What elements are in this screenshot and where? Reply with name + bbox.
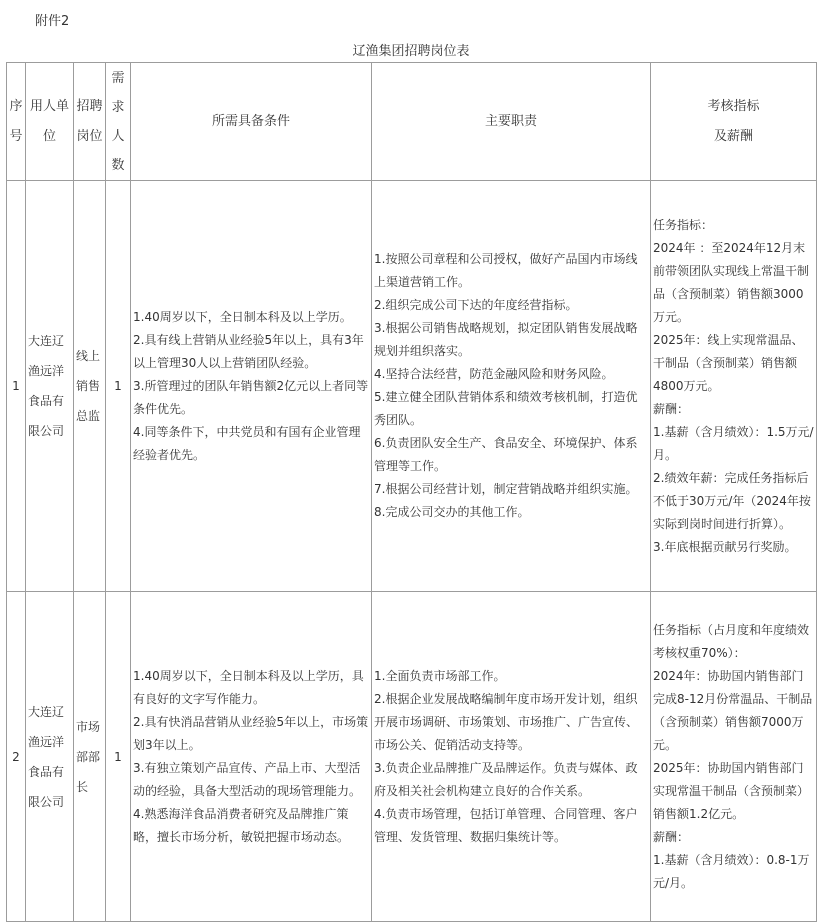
header-requirements: 所需具备条件	[131, 63, 372, 181]
header-kpi	[651, 63, 817, 181]
row-requirements	[131, 181, 372, 592]
header-unit: 用人单位	[26, 63, 74, 181]
header-position: 招聘岗位	[74, 63, 106, 181]
row-position: 线上销售总监	[74, 181, 106, 592]
attachment-label: 附件2	[35, 14, 70, 29]
kpi-item: 2.绩效年薪：完成任务指标后不低于30万元/年（2024年按实际到岗时间进行折算）。	[653, 470, 811, 531]
row-seq: 2	[7, 592, 26, 922]
table-row	[7, 592, 817, 922]
duty-item: 8.完成公司交办的其他工作。	[374, 505, 530, 519]
row-requirements	[131, 592, 372, 922]
row-unit: 大连辽渔远洋食品有限公司	[26, 592, 74, 922]
requirement-item: 3.有独立策划产品宣传、产品上市、大型活动的经验，具备大型活动的现场管理能力。	[133, 760, 362, 798]
requirement-item: 1.40周岁以下，全日制本科及以上学历，具有良好的文字写作能力。	[133, 668, 364, 706]
duty-item: 2.根据企业发展战略编制年度市场开发计划，组织开展市场调研、市场策划、市场推广、广告宣传、市场公关、促销活动支持等。	[374, 691, 639, 752]
row-duties	[372, 592, 651, 922]
kpi-item: 3.年底根据贡献另行奖励。	[653, 539, 797, 554]
duty-item: 2.组织完成公司下达的年度经营指标。	[374, 298, 578, 312]
kpi-item: 1.基薪（含月绩效）：1.5万元/月。	[653, 424, 814, 462]
table-row	[7, 181, 817, 592]
table-header-row	[7, 63, 817, 181]
kpi-item: 任务指标：	[653, 217, 714, 232]
header-duties: 主要职责	[372, 63, 651, 181]
row-unit: 大连辽渔远洋食品有限公司	[26, 181, 74, 592]
duty-item: 3.负责企业品牌推广及品牌运作。负责与媒体、政府及相关社会机构建立良好的合作关系。	[374, 760, 638, 798]
duty-item: 1.按照公司章程和公司授权，做好产品国内市场线上渠道营销工作。	[374, 252, 638, 289]
row-count: 1	[106, 181, 131, 592]
duty-item: 1.全面负责市场部工作。	[374, 668, 506, 683]
kpi-item: 2025年：线上实现常温品、干制品（含预制菜）销售额4800万元。	[653, 332, 804, 393]
recruitment-table	[6, 62, 817, 922]
requirement-item: 3.所管理过的团队年销售额2亿元以上者同等条件优先。	[133, 378, 369, 416]
header-kpi-line1: 考核指标	[707, 98, 760, 114]
duty-item: 4.负责市场管理，包括订单管理、合同管理、客户管理、发货管理、数据归集统计等。	[374, 806, 638, 844]
header-kpi-line2: 及薪酬	[713, 128, 753, 144]
table-title: 辽渔集团招聘岗位表	[352, 44, 470, 59]
row-position: 市场部部长	[74, 592, 106, 922]
requirement-item: 4.熟悉海洋食品消费者研究及品牌推广策略，擅长市场分析，敏锐把握市场动态。	[133, 806, 350, 844]
header-count: 需求人数	[106, 63, 131, 181]
kpi-item: 2024年：协助国内销售部门完成8-12月份常温品、干制品（含预制菜）销售额7000万元。	[653, 668, 813, 752]
duty-item: 7.根据公司经营计划，制定营销战略并组织实施。	[374, 482, 638, 496]
kpi-item: 任务指标（占月度和年度绩效考核权重70%）：	[653, 622, 810, 660]
duty-item: 6.负责团队安全生产、食品安全、环境保护、体系管理等工作。	[374, 436, 638, 473]
requirement-item: 2.具有快消品营销从业经验5年以上，市场策划3年以上。	[133, 714, 369, 752]
header-seq: 序号	[7, 63, 26, 181]
duty-item: 5.建立健全团队营销体系和绩效考核机制，打造优秀团队。	[374, 390, 638, 427]
row-seq: 1	[7, 181, 26, 592]
duty-item: 4.坚持合法经营，防范金融风险和财务风险。	[374, 367, 614, 381]
kpi-item: 薪酬：	[653, 401, 690, 416]
kpi-item: 薪酬：	[653, 829, 690, 844]
requirement-item: 1.40周岁以下，全日制本科及以上学历。	[133, 309, 352, 324]
row-kpi	[651, 181, 817, 592]
row-kpi	[651, 592, 817, 922]
duty-item: 3.根据公司销售战略规划，拟定团队销售发展战略规划并组织落实。	[374, 321, 638, 358]
kpi-item: 2025年：协助国内销售部门实现常温干制品（含预制菜）销售额1.2亿元。	[653, 760, 810, 821]
row-count: 1	[106, 592, 131, 922]
kpi-item: 2024年 ：至2024年12月末前带领团队实现线上常温干制品（含预制菜）销售额3000万元。	[653, 240, 810, 324]
row-duties	[372, 181, 651, 592]
requirement-item: 4.同等条件下，中共党员和有国有企业管理经验者优先。	[133, 424, 361, 462]
kpi-item: 1.基薪（含月绩效）：0.8-1万元/月。	[653, 852, 810, 890]
requirement-item: 2.具有线上营销从业经验5年以上，具有3年以上管理30人以上营销团队经验。	[133, 332, 364, 370]
